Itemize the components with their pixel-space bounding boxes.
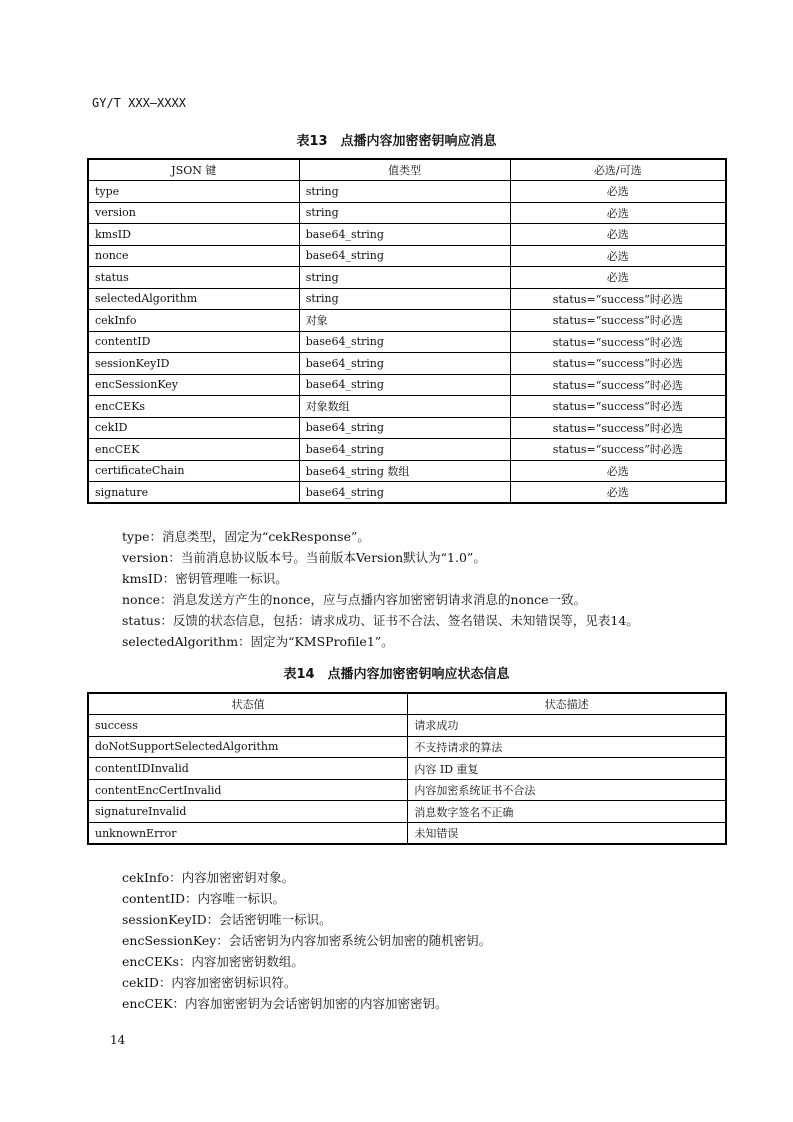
- table13-caption: 表13 点播内容加密密钥响应消息: [296, 134, 497, 149]
- column-header: JSON 键: [88, 159, 299, 181]
- table-cell: status: [88, 267, 299, 289]
- table-cell: encSessionKey: [88, 374, 299, 396]
- table-cell: status=“success”时必选: [510, 310, 726, 332]
- table-cell: status=“success”时必选: [510, 374, 726, 396]
- paragraph-line: type：消息类型，固定为“cekResponse”。: [122, 529, 370, 544]
- table-cell: sessionKeyID: [88, 353, 299, 375]
- table-cell: certificateChain: [88, 460, 299, 482]
- table-cell: 必选: [510, 460, 726, 482]
- table-row: [88, 331, 726, 353]
- table-row: [88, 715, 726, 737]
- table-cell: string: [299, 202, 510, 224]
- table-cell: status=“success”时必选: [510, 288, 726, 310]
- table-row: [88, 801, 726, 823]
- table-cell: string: [299, 181, 510, 203]
- paragraph-line: nonce：消息发送方产生的nonce，应与点播内容加密密钥请求消息的nonce一致。: [122, 592, 587, 607]
- table-cell: 必选: [510, 181, 726, 203]
- table-cell: 必选: [510, 202, 726, 224]
- table14-caption: 表14 点播内容加密密钥响应状态信息: [283, 667, 510, 682]
- paragraph-line: encCEK：内容加密密钥为会话密钥加密的内容加密密钥。: [122, 996, 448, 1011]
- table-cell: 未知错误: [408, 823, 726, 845]
- table-row: [88, 181, 726, 203]
- page-number: 14: [110, 1033, 126, 1047]
- paragraph-line: cekID：内容加密密钥标识符。: [122, 975, 297, 990]
- column-header: 状态值: [88, 693, 408, 715]
- table-cell: status=“success”时必选: [510, 417, 726, 439]
- table-cell: base64_string: [299, 353, 510, 375]
- table-cell: unknownError: [88, 823, 408, 845]
- table-cell: contentID: [88, 331, 299, 353]
- table-cell: version: [88, 202, 299, 224]
- table-cell: encCEK: [88, 439, 299, 461]
- table-cell: doNotSupportSelectedAlgorithm: [88, 736, 408, 758]
- field-descriptions-1: [122, 526, 639, 652]
- table-cell: base64_string: [299, 439, 510, 461]
- table-row: [88, 245, 726, 267]
- table-cell: status=“success”时必选: [510, 396, 726, 418]
- column-header: 必选/可选: [510, 159, 726, 181]
- table-header-row: [88, 693, 726, 715]
- table-cell: 必选: [510, 224, 726, 246]
- paragraph-line: cekInfo：内容加密密钥对象。: [122, 870, 295, 885]
- table-cell: contentEncCertInvalid: [88, 779, 408, 801]
- table-cell: 内容加密系统证书不合法: [408, 779, 726, 801]
- column-header: 值类型: [299, 159, 510, 181]
- paragraph-line: kmsID：密钥管理唯一标识。: [122, 571, 288, 586]
- table-cell: string: [299, 288, 510, 310]
- table-cell: 不支持请求的算法: [408, 736, 726, 758]
- table-cell: base64_string: [299, 374, 510, 396]
- table-cell: signatureInvalid: [88, 801, 408, 823]
- table-row: [88, 779, 726, 801]
- table-cell: cekInfo: [88, 310, 299, 332]
- table-cell: 请求成功: [408, 715, 726, 737]
- paragraph-line: version：当前消息协议版本号。当前版本Version默认为“1.0”。: [122, 550, 486, 565]
- table-cell: 对象: [299, 310, 510, 332]
- table-cell: kmsID: [88, 224, 299, 246]
- table-cell: contentIDInvalid: [88, 758, 408, 780]
- paragraph-line: sessionKeyID：会话密钥唯一标识。: [122, 912, 332, 927]
- document-header: GY/T XXX—XXXX: [92, 96, 186, 110]
- table-cell: encCEKs: [88, 396, 299, 418]
- table-cell: 消息数字签名不正确: [408, 801, 726, 823]
- table-row: [88, 288, 726, 310]
- paragraph-line: status：反馈的状态信息，包括：请求成功、证书不合法、签名错误、未知错误等，见表14。: [122, 613, 639, 628]
- table-row: [88, 396, 726, 418]
- table-row: [88, 353, 726, 375]
- table-row: [88, 310, 726, 332]
- table-cell: cekID: [88, 417, 299, 439]
- table-row: [88, 482, 726, 504]
- table-row: [88, 439, 726, 461]
- table-row: [88, 202, 726, 224]
- field-descriptions-2: [122, 867, 491, 1014]
- table-cell: base64_string: [299, 417, 510, 439]
- paragraph-line: selectedAlgorithm：固定为“KMSProfile1”。: [122, 634, 394, 649]
- table-cell: base64_string: [299, 224, 510, 246]
- table-cell: base64_string: [299, 331, 510, 353]
- table-cell: status=“success”时必选: [510, 353, 726, 375]
- table-cell: base64_string 数组: [299, 460, 510, 482]
- column-header: 状态描述: [408, 693, 726, 715]
- paragraph-line: contentID：内容唯一标识。: [122, 891, 286, 906]
- table-row: [88, 267, 726, 289]
- table13: [87, 158, 727, 504]
- paragraph-line: encCEKs：内容加密密钥数组。: [122, 954, 304, 969]
- table-row: [88, 736, 726, 758]
- table-header-row: [88, 159, 726, 181]
- table-cell: 必选: [510, 245, 726, 267]
- table-row: [88, 758, 726, 780]
- table14: [87, 692, 727, 845]
- table-cell: status=“success”时必选: [510, 439, 726, 461]
- table-cell: base64_string: [299, 245, 510, 267]
- table-row: [88, 460, 726, 482]
- table-cell: string: [299, 267, 510, 289]
- table-cell: success: [88, 715, 408, 737]
- table-cell: 对象数组: [299, 396, 510, 418]
- table-cell: type: [88, 181, 299, 203]
- table-row: [88, 374, 726, 396]
- table-cell: 内容 ID 重复: [408, 758, 726, 780]
- table-cell: selectedAlgorithm: [88, 288, 299, 310]
- table-cell: nonce: [88, 245, 299, 267]
- paragraph-line: encSessionKey：会话密钥为内容加密系统公钥加密的随机密钥。: [122, 933, 492, 948]
- table-cell: base64_string: [299, 482, 510, 504]
- table-cell: 必选: [510, 482, 726, 504]
- table-cell: 必选: [510, 267, 726, 289]
- table-cell: signature: [88, 482, 299, 504]
- table-row: [88, 417, 726, 439]
- table-cell: status=“success”时必选: [510, 331, 726, 353]
- table-row: [88, 224, 726, 246]
- table-row: [88, 823, 726, 845]
